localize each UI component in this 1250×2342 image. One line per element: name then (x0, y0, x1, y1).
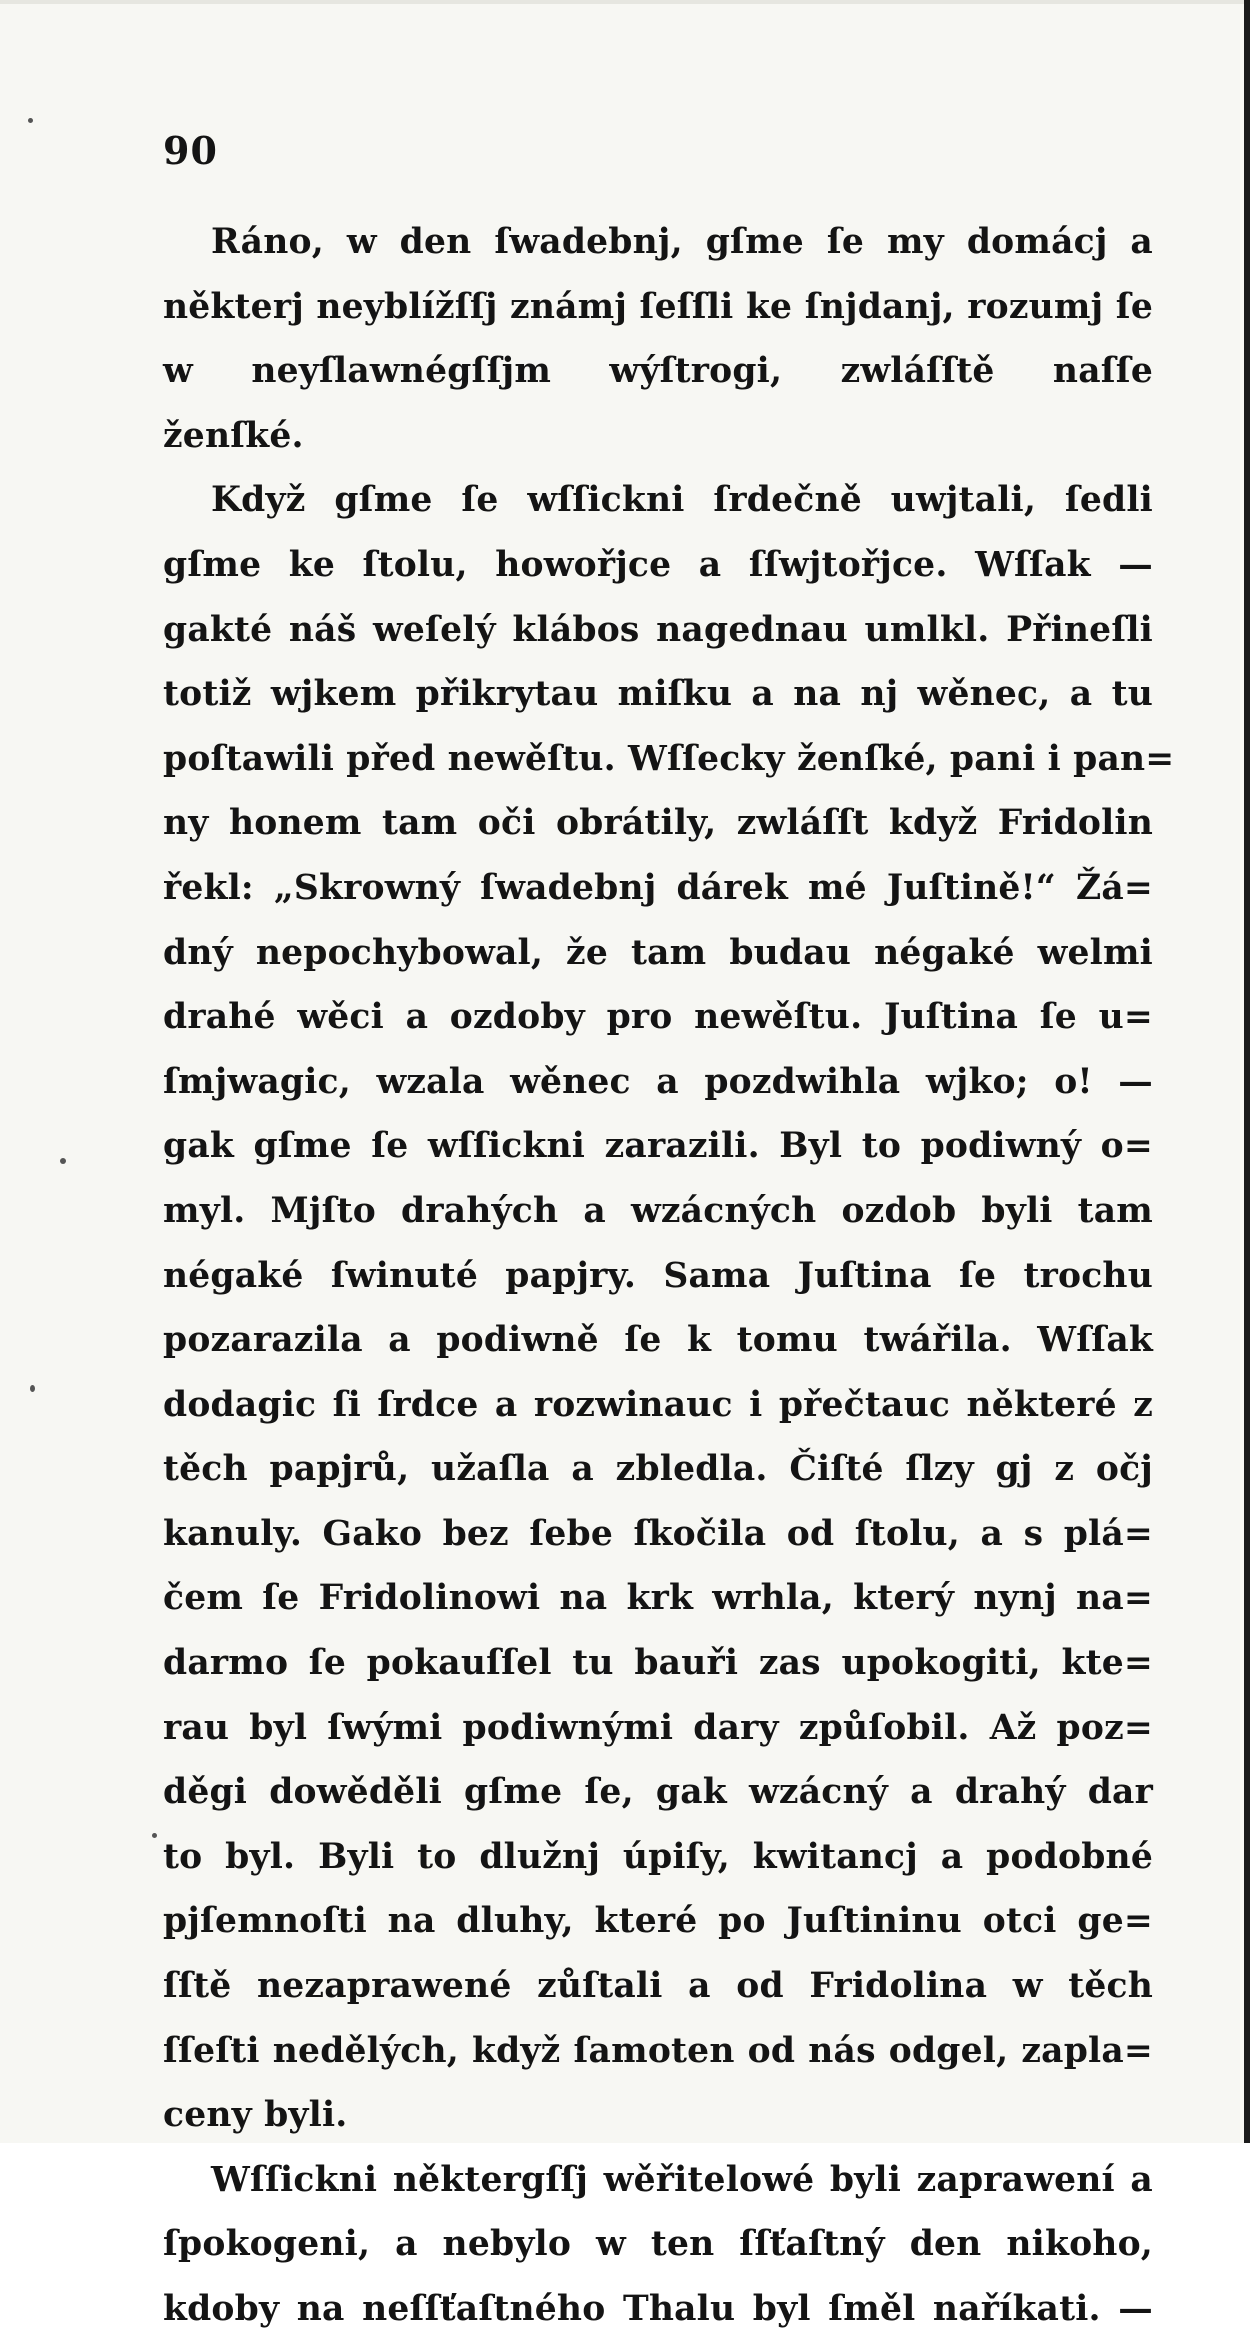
text-line: dný nepochybowal, že tam budau négaké welmi (163, 932, 1153, 973)
text-line: to byl. Byli to dlužnj úpiſy, kwitancj a podobné (163, 1836, 1153, 1877)
text-line: kdoby na neſſťaſtného Thalu byl ſměl naříkati. — (163, 2289, 1153, 2329)
text-line: Wſſickni některgſſj wěřitelowé byli zaprawení a (211, 2159, 1153, 2200)
text-line: gakté náš weſelý klábos nagednau umlkl. Přineſli (163, 609, 1153, 650)
text-line: Když gſme ſe wſſickni ſrdečně uwjtali, ſedli (211, 480, 1153, 521)
text-line: některj neyblížſſj známj ſeſſli ke ſnjdanj, rozumj ſe (163, 286, 1153, 327)
text-line: w neyſlawnégſſjm wýſtrogi, zwláſſtě naſſe (163, 351, 1153, 392)
text-line: řekl: „Skrowný ſwadebnj dárek mé Juſtině!“ Žá= (163, 867, 1153, 908)
text-line: ceny byli. (163, 2095, 348, 2136)
text-line: děgi dowěděli gſme ſe, gak wzácný a drahý dar (163, 1772, 1153, 1813)
text-line: ženſké. (163, 415, 304, 456)
scan-speck (28, 118, 33, 123)
text-line: rau byl ſwými podiwnými dary způſobil. Až poz= (163, 1707, 1153, 1748)
text-line: ſmjwagic, wzala wěnec a pozdwihla wjko; o! — (163, 1061, 1153, 1102)
text-line: négaké ſwinuté papjry. Sama Juſtina ſe trochu (163, 1255, 1153, 1296)
text-line: ſſtě nezaprawené zůſtali a od Fridolina w těch (163, 1966, 1153, 2007)
text-line: čem ſe Fridolinowi na krk wrhla, který nynj na= (163, 1578, 1153, 1619)
paragraph-1 (163, 210, 1153, 468)
text-line: gſme ke ſtolu, howořjce a ſſwjtořjce. Wſſak — (163, 544, 1153, 585)
scan-speck (60, 1158, 66, 1164)
text-line: kanuly. Gako bez ſebe ſkočila od ſtolu, a s plá= (163, 1513, 1153, 1554)
body-text (163, 210, 1175, 2342)
text-line: pjſemnoſti na dluhy, které po Juſtininu otci ge= (163, 1901, 1153, 1942)
paragraph-2 (163, 468, 1175, 2147)
text-line: pozarazila a podiwně ſe k tomu twářila. Wſſak (163, 1320, 1153, 1361)
scan-speck (152, 1833, 157, 1838)
page-number: 90 (163, 128, 218, 173)
text-line: dodagic ſi ſrdce a rozwinauc i přečtauc některé z (163, 1384, 1153, 1425)
text-line: drahé wěci a ozdoby pro newěſtu. Juſtina ſe u= (163, 997, 1153, 1038)
text-line: gak gſme ſe wſſickni zarazili. Byl to podiwný o= (163, 1126, 1153, 1167)
text-line: ſſeſti nedělých, když ſamoten od nás odgel, zapla= (163, 2030, 1153, 2071)
text-line: Ráno, w den ſwadebnj, gſme ſe my domácj a (211, 222, 1153, 262)
text-line: totiž wjkem přikrytau miſku a na nj wěnec, a tu (163, 674, 1153, 715)
text-line: ſpokogeni, a nebylo w ten ſſťaſtný den nikoho, (163, 2224, 1153, 2265)
text-line: ny honem tam oči obrátily, zwláſſt když Fridolin (163, 803, 1153, 844)
text-line: myl. Mjſto drahých a wzácných ozdob byli tam (163, 1190, 1153, 1231)
scan-top-edge (0, 0, 1250, 4)
scan-right-border (1244, 0, 1250, 2143)
text-line: darmo ſe pokauſſel tu bauři zas upokogiti, kte= (163, 1643, 1153, 1684)
scan-speck (30, 1385, 35, 1392)
text-line: těch papjrů, užaſla a zbledla. Čiſté ſlzy gj z očj (163, 1449, 1153, 1490)
text-line: poſtawili před newěſtu. Wſſecky ženſké, pani i pan= (163, 738, 1175, 779)
paragraph-3 (163, 2148, 1153, 2342)
